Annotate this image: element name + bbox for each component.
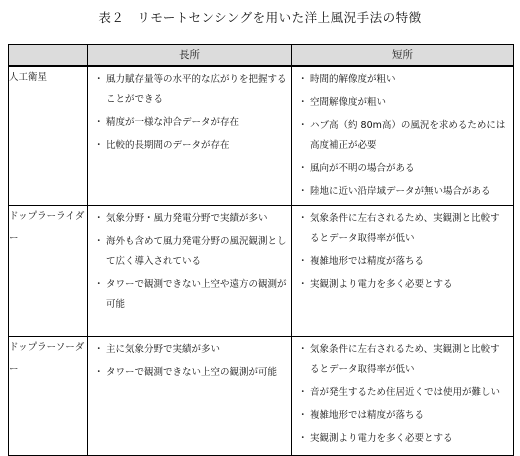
header-cell-cons: 短所 [292,45,514,67]
cons-cell [292,66,514,206]
list-item: ・ 実観測より電力を多く必要とする [300,429,509,449]
method-cell [9,206,88,337]
list-item: ・ タワーで観測できない上空の観測が可能 [96,363,287,383]
method-label: ドップラーライダー [9,211,85,244]
pros-list [88,337,291,383]
method-label: ドップラーソーダー [9,342,85,375]
cons-cell [292,337,514,456]
cons-list [292,337,513,449]
list-item: ・ タワーで観測できない上空や遠方の観測が可能 [96,275,287,315]
cons-cell [292,206,514,337]
list-item: ・ 比較的長期間のデータが存在 [96,136,287,156]
method-cell [9,337,88,456]
method-cell [9,66,88,206]
list-item: ・ 空間解像度が粗い [300,93,509,113]
list-item: ・ 気象条件に左右されるため、実観測と比較するとデータ取得率が低い [300,209,509,249]
list-item: ・ 主に気象分野で実績が多い [96,340,287,360]
list-item: ・ 実観測より電力を多く必要とする [300,275,509,295]
method-label: 人工衛星 [9,72,48,83]
cons-list [292,67,513,202]
pros-cell [88,337,292,456]
list-item: ・ 音が発生するため住居近くでは使用が難しい [300,383,509,403]
list-item: ・ 風力賦存量等の水平的な広がりを把握することができる [96,70,287,110]
table-header-row [9,45,514,67]
header-cell-corner [9,45,88,67]
pros-list [88,206,291,315]
pros-cell [88,206,292,337]
list-item: ・ ハブ高（約 80m高）の風況を求めるためには高度補正が必要 [300,116,509,156]
pros-list [88,67,291,156]
comparison-table [8,44,514,456]
list-item: ・ 気象条件に左右されるため、実観測と比較するとデータ取得率が低い [300,340,509,380]
list-item: ・ 海外も含めて風力発電分野の風況観測として広く導入されている [96,232,287,272]
list-item: ・ 気象分野・風力発電分野で実績が多い [96,209,287,229]
header-cell-pros: 長所 [88,45,292,67]
table-row-doppler-lidar [9,206,514,337]
table-row-doppler-sodar [9,337,514,456]
pros-cell [88,66,292,206]
cons-list [292,206,513,295]
list-item: ・ 複雑地形では精度が落ちる [300,252,509,272]
list-item: ・ 複雑地形では精度が落ちる [300,406,509,426]
table-row-satellite [9,66,514,206]
list-item: ・ 時間的解像度が粗い [300,70,509,90]
list-item: ・ 陸地に近い沿岸域データが無い場合がある [300,182,509,202]
list-item: ・ 風向が不明の場合がある [300,159,509,179]
document-title: 表２ リモートセンシングを用いた洋上風況手法の特徴 [98,10,422,25]
list-item: ・ 精度が一様な沖合データが存在 [96,113,287,133]
